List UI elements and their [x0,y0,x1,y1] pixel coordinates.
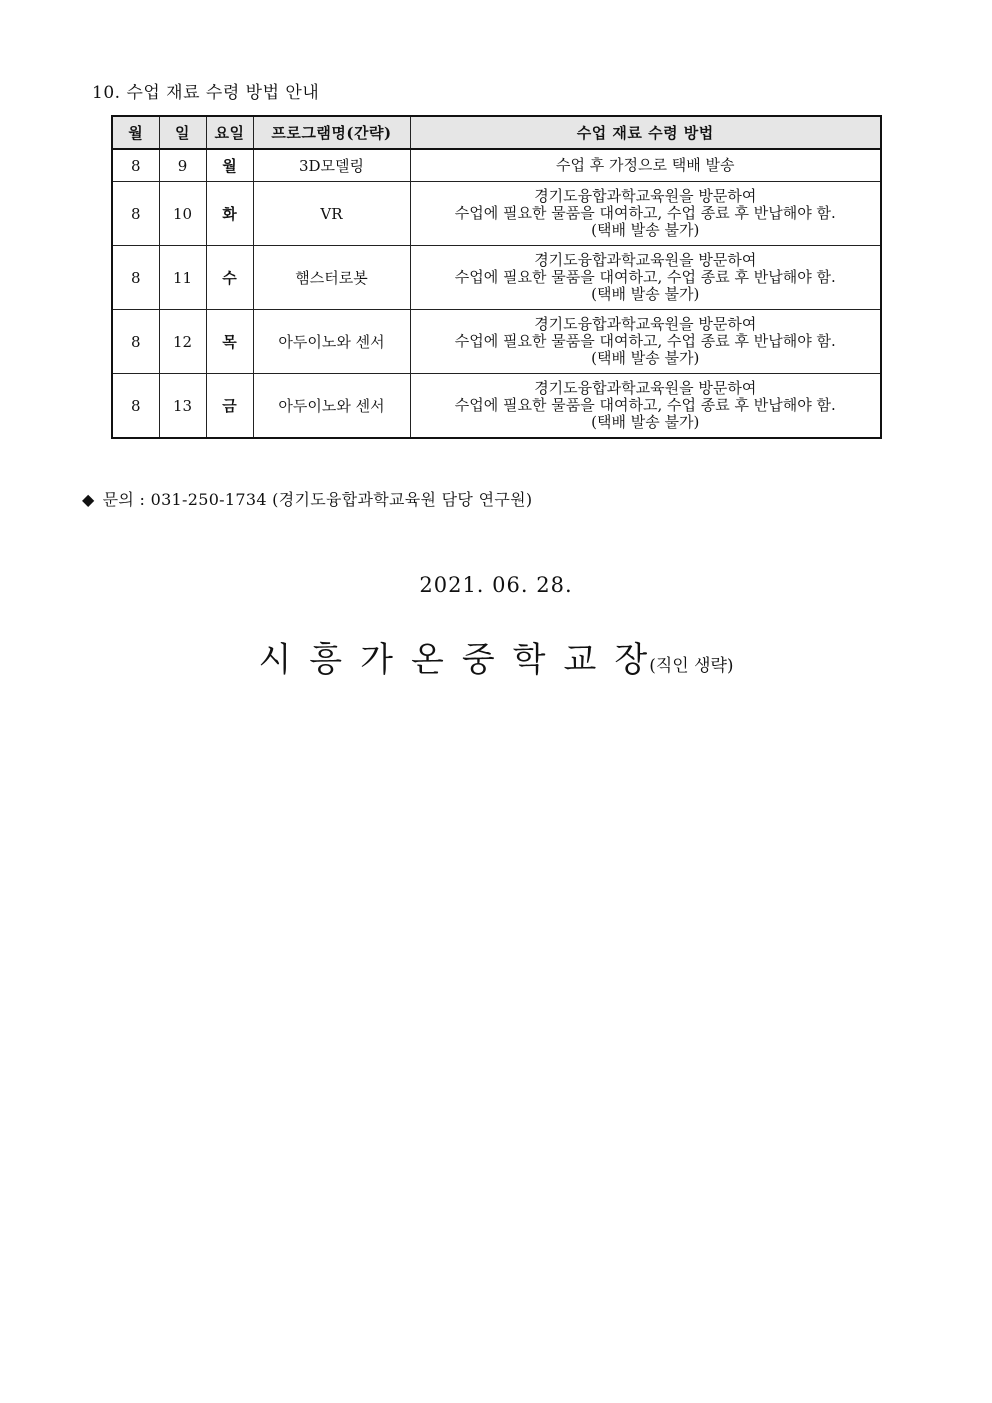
cell-day: 10 [159,182,206,246]
school-principal-title: 시흥가온중학교장 [258,640,666,680]
cell-day: 13 [159,374,206,439]
method-line: (택배 발송 불가) [591,413,700,431]
cell-month: 8 [112,182,159,246]
signature-line [0,632,992,681]
cell-program: 햄스터로봇 [253,246,410,310]
header-weekday: 요일 [206,116,253,149]
cell-weekday: 금 [206,374,253,439]
header-day: 일 [159,116,206,149]
cell-month: 8 [112,374,159,439]
cell-program: VR [253,182,410,246]
cell-weekday: 목 [206,310,253,374]
table-row [112,149,881,182]
method-line: 수업에 필요한 물품을 대여하고, 수업 종료 후 반납해야 함. [454,396,836,414]
method-line: (택배 발송 불가) [591,285,700,303]
inquiry-text: 문의 : 031-250-1734 (경기도융합과학교육원 담당 연구원) [102,490,533,509]
cell-method [410,310,881,374]
table-row [112,182,881,246]
header-month: 월 [112,116,159,149]
cell-day: 11 [159,246,206,310]
cell-weekday: 월 [206,149,253,182]
cell-weekday: 수 [206,246,253,310]
method-line: 경기도융합과학교육원을 방문하여 [534,187,757,205]
method-line: 수업에 필요한 물품을 대여하고, 수업 종료 후 반납해야 함. [454,268,836,286]
document-date: 2021. 06. 28. [419,573,573,597]
diamond-bullet-icon: ◆ [82,490,95,509]
table-row [112,374,881,439]
method-line: 수업에 필요한 물품을 대여하고, 수업 종료 후 반납해야 함. [454,204,836,222]
inquiry-line [82,487,532,510]
method-line: 수업 후 가정으로 택배 발송 [556,156,735,174]
table-row [112,310,881,374]
method-line: 수업에 필요한 물품을 대여하고, 수업 종료 후 반납해야 함. [454,332,836,350]
table-header-row [112,116,881,149]
cell-program: 3D모델링 [253,149,410,182]
cell-day: 12 [159,310,206,374]
cell-month: 8 [112,310,159,374]
materials-table [111,115,882,439]
cell-day: 9 [159,149,206,182]
method-line: (택배 발송 불가) [591,221,700,239]
cell-method [410,246,881,310]
cell-month: 8 [112,246,159,310]
cell-program: 아두이노와 센서 [253,374,410,439]
cell-method [410,374,881,439]
cell-program: 아두이노와 센서 [253,310,410,374]
header-method: 수업 재료 수령 방법 [410,116,881,149]
method-line: 경기도융합과학교육원을 방문하여 [534,251,757,269]
header-program: 프로그램명(간략) [253,116,410,149]
method-line: (택배 발송 불가) [591,349,700,367]
cell-month: 8 [112,149,159,182]
cell-weekday: 화 [206,182,253,246]
cell-method [410,182,881,246]
method-line: 경기도융합과학교육원을 방문하여 [534,379,757,397]
seal-omitted-note: (직인 생략) [649,656,734,676]
table-row [112,246,881,310]
cell-method [410,149,881,182]
method-line: 경기도융합과학교육원을 방문하여 [534,315,757,333]
section-title: 10. 수업 재료 수령 방법 안내 [92,83,320,103]
